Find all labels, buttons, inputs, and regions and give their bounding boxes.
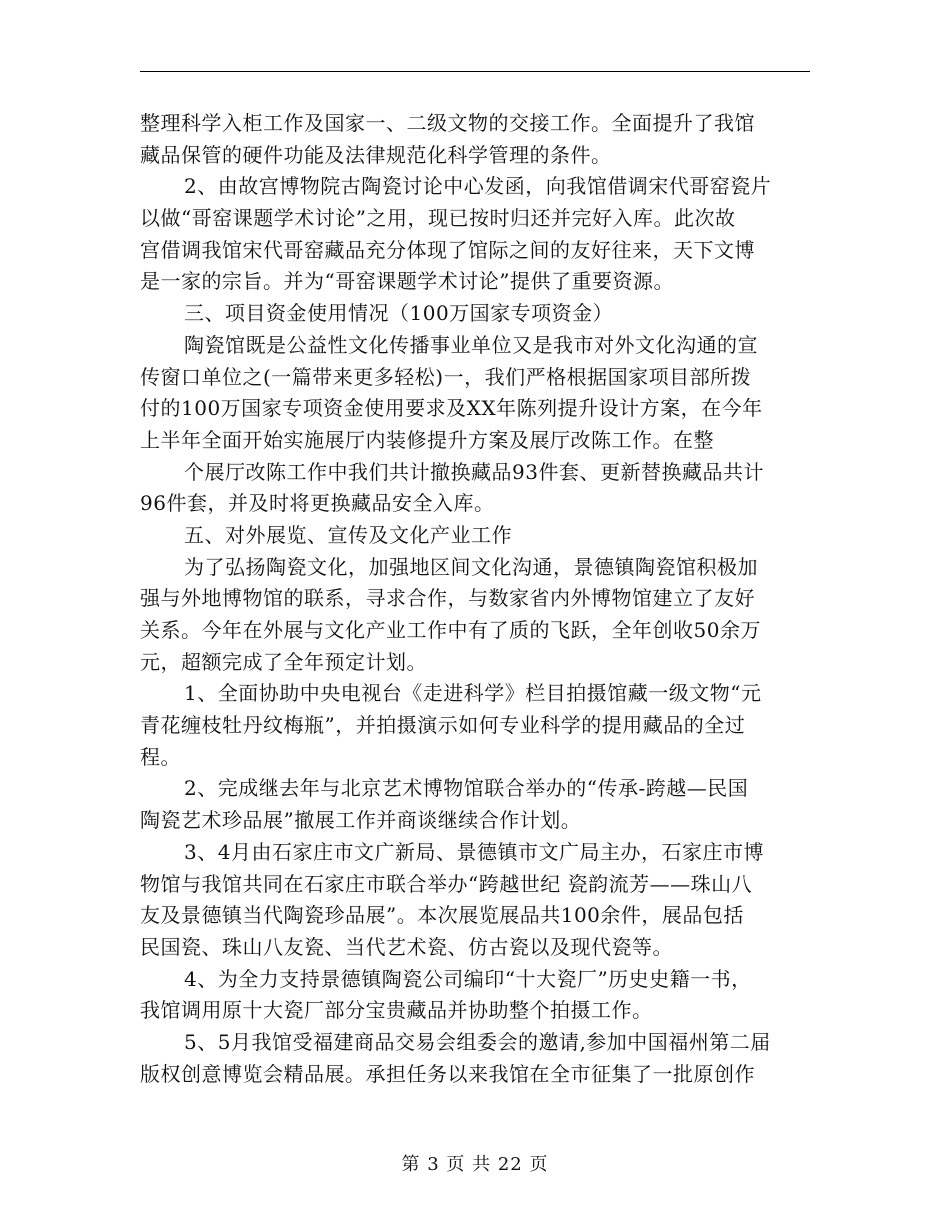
text-line: 96件套，并及时将更换藏品安全入库。: [140, 491, 495, 516]
page-number-footer: 第 3 页 共 22 页: [401, 1154, 549, 1175]
text-line: 宫借调我馆宋代哥窑藏品充分体现了馆际之间的友好往来，天下文博: [140, 237, 755, 262]
text-line: 1、全面协助中央电视台《走进科学》栏目拍摄馆藏一级文物“元: [184, 681, 762, 706]
text-line: 个展厅改陈工作中我们共计撤换藏品93件套、更新替换藏品共计: [184, 459, 764, 484]
body-text: [140, 108, 810, 1090]
text-line: 传窗口单位之(一篇带来更多轻松)一，我们严格根据国家项目部所拨: [140, 364, 752, 389]
text-line: 为了弘扬陶瓷文化，加强地区间文化沟通，景德镇陶瓷馆积极加: [184, 554, 758, 579]
text-line: 3、4月由石家庄市文广新局、景德镇市文广局主办，石家庄市博: [184, 839, 764, 864]
text-line: 青花缠枝牡丹纹梅瓶”，并拍摄演示如何专业科学的提用藏品的全过: [140, 713, 746, 738]
text-line: 版权创意博览会精品展。承担任务以来我馆在全市征集了一批原创作: [140, 1061, 755, 1086]
text-line: 整理科学入柜工作及国家一、二级文物的交接工作。全面提升了我馆: [140, 111, 755, 135]
text-line: 民国瓷、珠山八友瓷、当代艺术瓷、仿古瓷以及现代瓷等。: [140, 934, 673, 959]
text-line: 强与外地博物馆的联系，寻求合作，与数家省内外博物馆建立了友好: [140, 586, 755, 611]
text-line: 付的100万国家专项资金使用要求及XX年陈列提升设计方案，在今年: [140, 396, 763, 421]
text-line: 以做“哥窑课题学术讨论”之用，现已按时归还并完好入库。此次故: [140, 206, 736, 231]
text-line: 程。: [140, 744, 181, 769]
text-line: 4、为全力支持景德镇陶瓷公司编印“十大瓷厂”历史史籍一书，: [184, 966, 752, 991]
text-line: 陶瓷馆既是公益性文化传播事业单位又是我市对外文化沟通的宣: [184, 332, 758, 357]
text-line: 元，超额完成了全年预定计划。: [140, 649, 427, 674]
text-line: 藏品保管的硬件功能及法律规范化科学管理的条件。: [140, 142, 612, 167]
text-line: 友及景德镇当代陶瓷珍品展”。本次展览展品共100余件，展品包括: [140, 903, 744, 928]
text-line: 5、5月我馆受福建商品交易会组委会的邀请,参加中国福州第二届: [184, 1029, 771, 1054]
text-line: 2、由故宫博物院古陶瓷讨论中心发函，向我馆借调宋代哥窑瓷片: [184, 174, 772, 199]
text-line: 物馆与我馆共同在石家庄市联合举办“跨越世纪 瓷韵流芳——珠山八: [140, 871, 753, 896]
text-line: 是一家的宗旨。并为“哥窑课题学术讨论”提供了重要资源。: [140, 269, 674, 294]
text-line: 五、对外展览、宣传及文化产业工作: [184, 522, 512, 547]
text-line: 上半年全面开始实施展厅内装修提升方案及展厅改陈工作。在整: [140, 427, 714, 452]
text-line: 2、完成继去年与北京艺术博物馆联合举办的“传承-跨越—民国: [184, 776, 749, 801]
text-line: 关系。今年在外展与文化产业工作中有了质的飞跃，全年创收50余万: [140, 618, 761, 642]
header-rule: [140, 71, 810, 72]
text-line: 我馆调用原十大瓷厂部分宝贵藏品并协助整个拍摄工作。: [140, 998, 653, 1023]
text-line: 陶瓷艺术珍品展”撤展工作并商谈继续合作计划。: [140, 808, 582, 833]
text-line: 三、项目资金使用情况（100万国家专项资金）: [184, 301, 614, 326]
